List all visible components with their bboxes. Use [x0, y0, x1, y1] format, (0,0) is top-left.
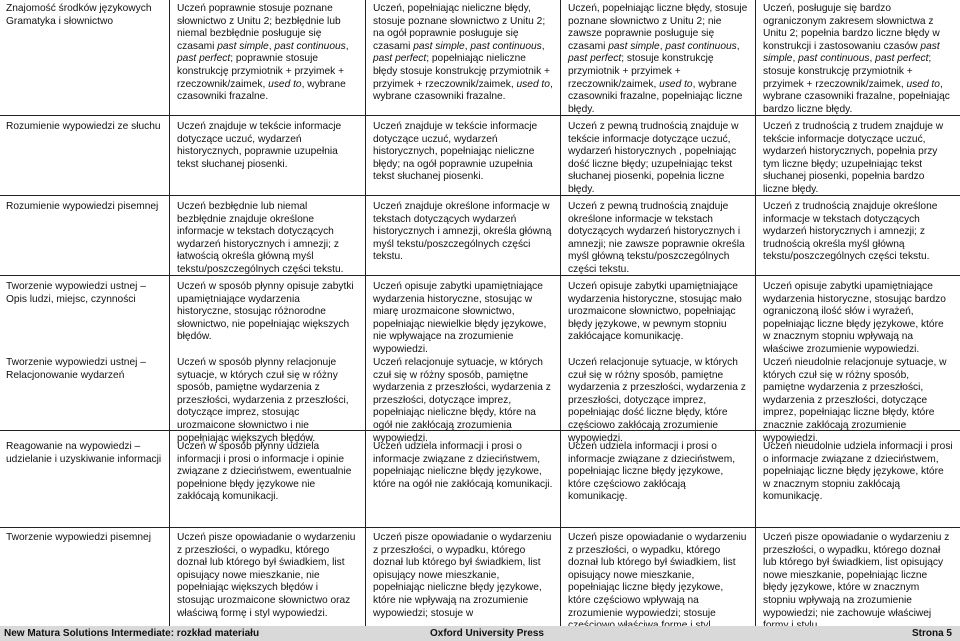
grade-cell [177, 441, 357, 504]
category-cell [6, 201, 164, 214]
footer-publisher: Oxford University Press [430, 628, 544, 639]
grade-cell [177, 357, 357, 445]
footer-title: New Matura Solutions Intermediate: rozkład materiału [4, 628, 260, 639]
page-footer [0, 626, 960, 641]
column-divider [365, 0, 366, 626]
category-label: Tworzenie wypowiedzi ustnej – Opis ludzi, miejsc, czynności [6, 281, 146, 305]
column-divider [560, 0, 561, 626]
grade-description: Uczeń opisuje zabytki upamiętniające wydarzenia historyczne, stosując bardzo ograniczoną ilość słów i wyrażeń, popełniając liczne błędy językowe, które w znacznym stopniu wpływają na właściwe zrozumienie wypowiedzi. [763, 281, 946, 355]
row-divider [0, 275, 960, 276]
grade-description: Uczeń bezbłędnie lub niemal bezbłędnie znajduje określone informacje w tekstach dotyczących wydarzeń historycznych i amnezji; z łatwością określa główną myśl tekstu/poszczególnych części tekstu. [177, 201, 344, 275]
category-label: Znajomość środków językowych Gramatyka i słownictwo [6, 3, 152, 27]
grade-cell [373, 201, 553, 264]
category-label: Rozumienie wypowiedzi ze słuchu [6, 121, 161, 132]
grade-cell [568, 281, 748, 344]
grade-cell [373, 281, 553, 357]
grade-cell [763, 281, 953, 357]
category-label: Rozumienie wypowiedzi pisemnej [6, 201, 159, 212]
column-divider [755, 0, 756, 626]
grade-description: Uczeń znajduje określone informacje w tekstach dotyczących wydarzeń historycznych i amnezji, określa główną myśl tekstu/poszczególnych części tekstu. [373, 201, 552, 263]
grade-description: Uczeń poprawnie stosuje poznane słownictwo z Unitu 2; bezbłędnie lub niemal bezbłędnie posługuje się czasami past simple, past continuous, past perfect; poprawnie stosuje konstrukcję przymiotnik + przyimek + rzeczownik/zaimek, used to, wybrane czasowniki frazalne. [177, 3, 349, 103]
grade-description: Uczeń opisuje zabytki upamiętniające wydarzenia historyczne, stosując mało urozmaicone słownictwo, popełniając błędy językowe, w pewnym stopniu zakłócające komunikację. [568, 281, 742, 343]
category-label: Reagowanie na wypowiedzi – udzielanie i uzyskiwanie informacji [6, 441, 162, 465]
grade-cell [763, 532, 953, 624]
grade-description: Uczeń udziela informacji i prosi o informacje związane z dzieciństwem, popełniając liczne błędy językowe, które częściowo zakłócają komunikację. [568, 441, 736, 503]
category-cell [6, 357, 164, 382]
grade-description: Uczeń opisuje zabytki upamiętniające wydarzenia historyczne, stosując w miarę urozmaicone słownictwo, popełniając niewielkie błędy językowe, nie wpływające na zrozumienie wypowiedzi. [373, 281, 547, 355]
grade-description: Uczeń nieudolnie relacjonuje sytuacje, w których czuł się w różny sposób, pamiętne wydarzenia z przeszłości, wydarzenia z przeszłości, dotyczące imprez, popełniając liczne błędy, które znacznie zakłócają zrozumienie wypowiedzi. [763, 357, 947, 444]
grade-cell [568, 357, 748, 445]
grade-description: Uczeń pisze opowiadanie o wydarzeniu z przeszłości, o wypadku, którego doznał lub którego był świadkiem, list opisujący nowe mieszkanie, popełniając nieliczne błędy językowe, które nie wpływają na zrozumienie wypowiedzi; stosuje w [373, 532, 552, 619]
category-label: Tworzenie wypowiedzi ustnej – Relacjonowanie wydarzeń [6, 357, 146, 381]
grade-description: Uczeń nieudolnie udziela informacji i prosi o informacje związane z dzieciństwem, popełniając liczne błędy językowe, które w znacznym stopniu zakłócają komunikację. [763, 441, 953, 503]
grade-description: Uczeń pisze opowiadanie o wydarzeniu z przeszłości, o wypadku, którego doznał lub którego był świadkiem, list opisujący nowe mieszkanie, popełniając liczne błędy językowe, które w znacznym stopniu wpływają na zrozumienie wypowiedzi; nie zachowuje właściwej [763, 532, 950, 619]
grade-description: Uczeń znajduje w tekście informacje dotyczące uczuć, wydarzeń historycznych, popełniając nieliczne błędy; na ogół poprawnie uzupełnia tekst słuchanej piosenki. [373, 121, 538, 183]
grade-cell [373, 3, 553, 104]
row-divider [0, 527, 960, 528]
grade-description: Uczeń z trudnością znajduje określone informacje w tekstach dotyczących wydarzeń historycznych i amnezji; z trudnością określa myśl główną tekstu/poszczególnych części tekstu. [763, 201, 938, 263]
grade-description: Uczeń w sposób płynny udziela informacji i prosi o informacje i opinie związane z dzieciństwem, ewentualnie popełnione błędy językowe nie zakłócają komunikacji. [177, 441, 352, 503]
grade-cell [568, 532, 748, 624]
grade-cell [763, 3, 953, 116]
grade-cell [177, 3, 357, 104]
grade-cell [568, 201, 748, 277]
grade-description: Uczeń w sposób płynny opisuje zabytki upamiętniające wydarzenia historyczne, stosując różnorodne słownictwo, nie popełniając większych błędów. [177, 281, 354, 343]
grade-description: Uczeń z trudnością z trudem znajduje w tekście informacje dotyczące uczuć, wydarzeń historycznych, popełnia przy tym liczne błędy; uzupełniając tekst słuchanej piosenki, popełnia bardzo liczne błędy. [763, 121, 944, 195]
grade-description: Uczeń, popełniając liczne błędy, stosuje poznane słownictwo z Unitu 2; nie zawsze poprawnie posługuje się czasami past simple, past continuous, past perfect; stosuje konstrukcję przymiotnik + przyimek + rzeczownik/zaimek, used to, wybrane czasowniki frazalne, popełniając liczne błędy. [568, 3, 748, 115]
grade-cell [568, 3, 748, 116]
grade-description: Uczeń, posługuje się bardzo ograniczonym zakresem słownictwa z Unitu 2; popełnia bardzo liczne błędy w konstrukcji i zastosowaniu czasów past simple, past continuous, past perfect; stosuje konstrukcję przymiotnik + przyimek + rzeczownik/zaimek, used to, wybrane czasowniki frazalne, popełniając bardzo liczne błędy. [763, 3, 950, 115]
column-divider [169, 0, 170, 626]
grade-description: Uczeń udziela informacji i prosi o informacje związane z dzieciństwem, popełniając nieliczne błędy językowe, które na ogół nie zakłócają komunikacji. [373, 441, 553, 490]
grade-description: Uczeń z pewną trudnością znajduje w tekście informacje dotyczące uczuć, wydarzeń historycznych , popełniając dość liczne błędy; uzupełniając tekst słuchanej piosenki, popełnia liczne błędy. [568, 121, 739, 195]
grade-cell [373, 357, 553, 445]
grade-cell [373, 121, 553, 184]
grade-description: Uczeń z pewną trudnością znajduje określone informacje w tekstach dotyczących wydarzeń historycznych i amnezji; nie zawsze poprawnie określa myśl główną tekstu/poszczególnych części tekstu. [568, 201, 745, 275]
grade-description: Uczeń pisze opowiadanie o wydarzeniu z przeszłości, o wypadku, którego doznał lub którego był świadkiem, list opisujący nowe mieszkanie, popełniając liczne błędy językowe, które częściowo wpływają na zrozumienie wypowiedzi; stosuje [568, 532, 747, 619]
grade-cell [568, 441, 748, 504]
grade-description: Uczeń w sposób płynny relacjonuje sytuacje, w których czuł się w różny sposób, pamiętne wydarzenia z przeszłości, wydarzenia z przeszłości, dotyczące imprez, stosując urozmaicone słownictwo i nie popełniając większych błędów. [177, 357, 349, 444]
grade-description: Uczeń, popełniając nieliczne błędy, stosuje poznane słownictwo z Unitu 2; na ogół poprawnie posługuje się czasami past simple, past continuous, past perfect; popełniając nieliczne błędy stosuje konstrukcję przymiotnik + przyimek + rzeczownik/zaimek, used to, wybrane czasowniki frazalne. [373, 3, 553, 103]
grade-cell [177, 201, 357, 277]
grade-cell [373, 441, 553, 491]
grade-description: Uczeń znajduje w tekście informacje dotyczące uczuć, wydarzeń historycznych, poprawnie uzupełnia tekst słuchanej piosenki. [177, 121, 342, 170]
grade-cell [763, 121, 953, 197]
category-cell [6, 121, 164, 134]
grade-description: Uczeń pisze opowiadanie o wydarzeniu z przeszłości, o wypadku, którego doznał lub którego był świadkiem, list opisujący nowe mieszkanie, nie popełniając większych błędów i stosując urozmaicone słownictwo oraz właściwą formę i styl wypowiedzi. [177, 532, 356, 619]
grade-cell [763, 441, 953, 504]
grade-description: Uczeń relacjonuje sytuacje, w których czuł się w różny sposób, pamiętne wydarzenia z przeszłości, wydarzenia z przeszłości, dotyczące imprez, popełniając dość liczne błędy, które częściowo zakłócają zrozumienie wypowiedzi. [568, 357, 746, 444]
category-cell [6, 3, 164, 28]
grade-description: Uczeń relacjonuje sytuacje, w których czuł się w różny sposób, pamiętne wydarzenia z przeszłości, wydarzenia z przeszłości, dotyczące imprez, popełniając nieliczne błędy, które na ogół nie zakłócają zrozumienia wypowiedzi. [373, 357, 551, 444]
footer-page-number: Strona 5 [911, 628, 952, 639]
grade-cell [373, 532, 553, 624]
grade-cell [177, 532, 357, 624]
category-cell [6, 281, 164, 306]
category-label: Tworzenie wypowiedzi pisemnej [6, 532, 151, 543]
category-cell [6, 532, 164, 624]
category-cell [6, 441, 164, 466]
grade-cell [568, 121, 748, 197]
grade-cell [763, 357, 953, 445]
grade-cell [177, 121, 357, 171]
grade-cell [177, 281, 357, 344]
grade-cell [763, 201, 953, 264]
